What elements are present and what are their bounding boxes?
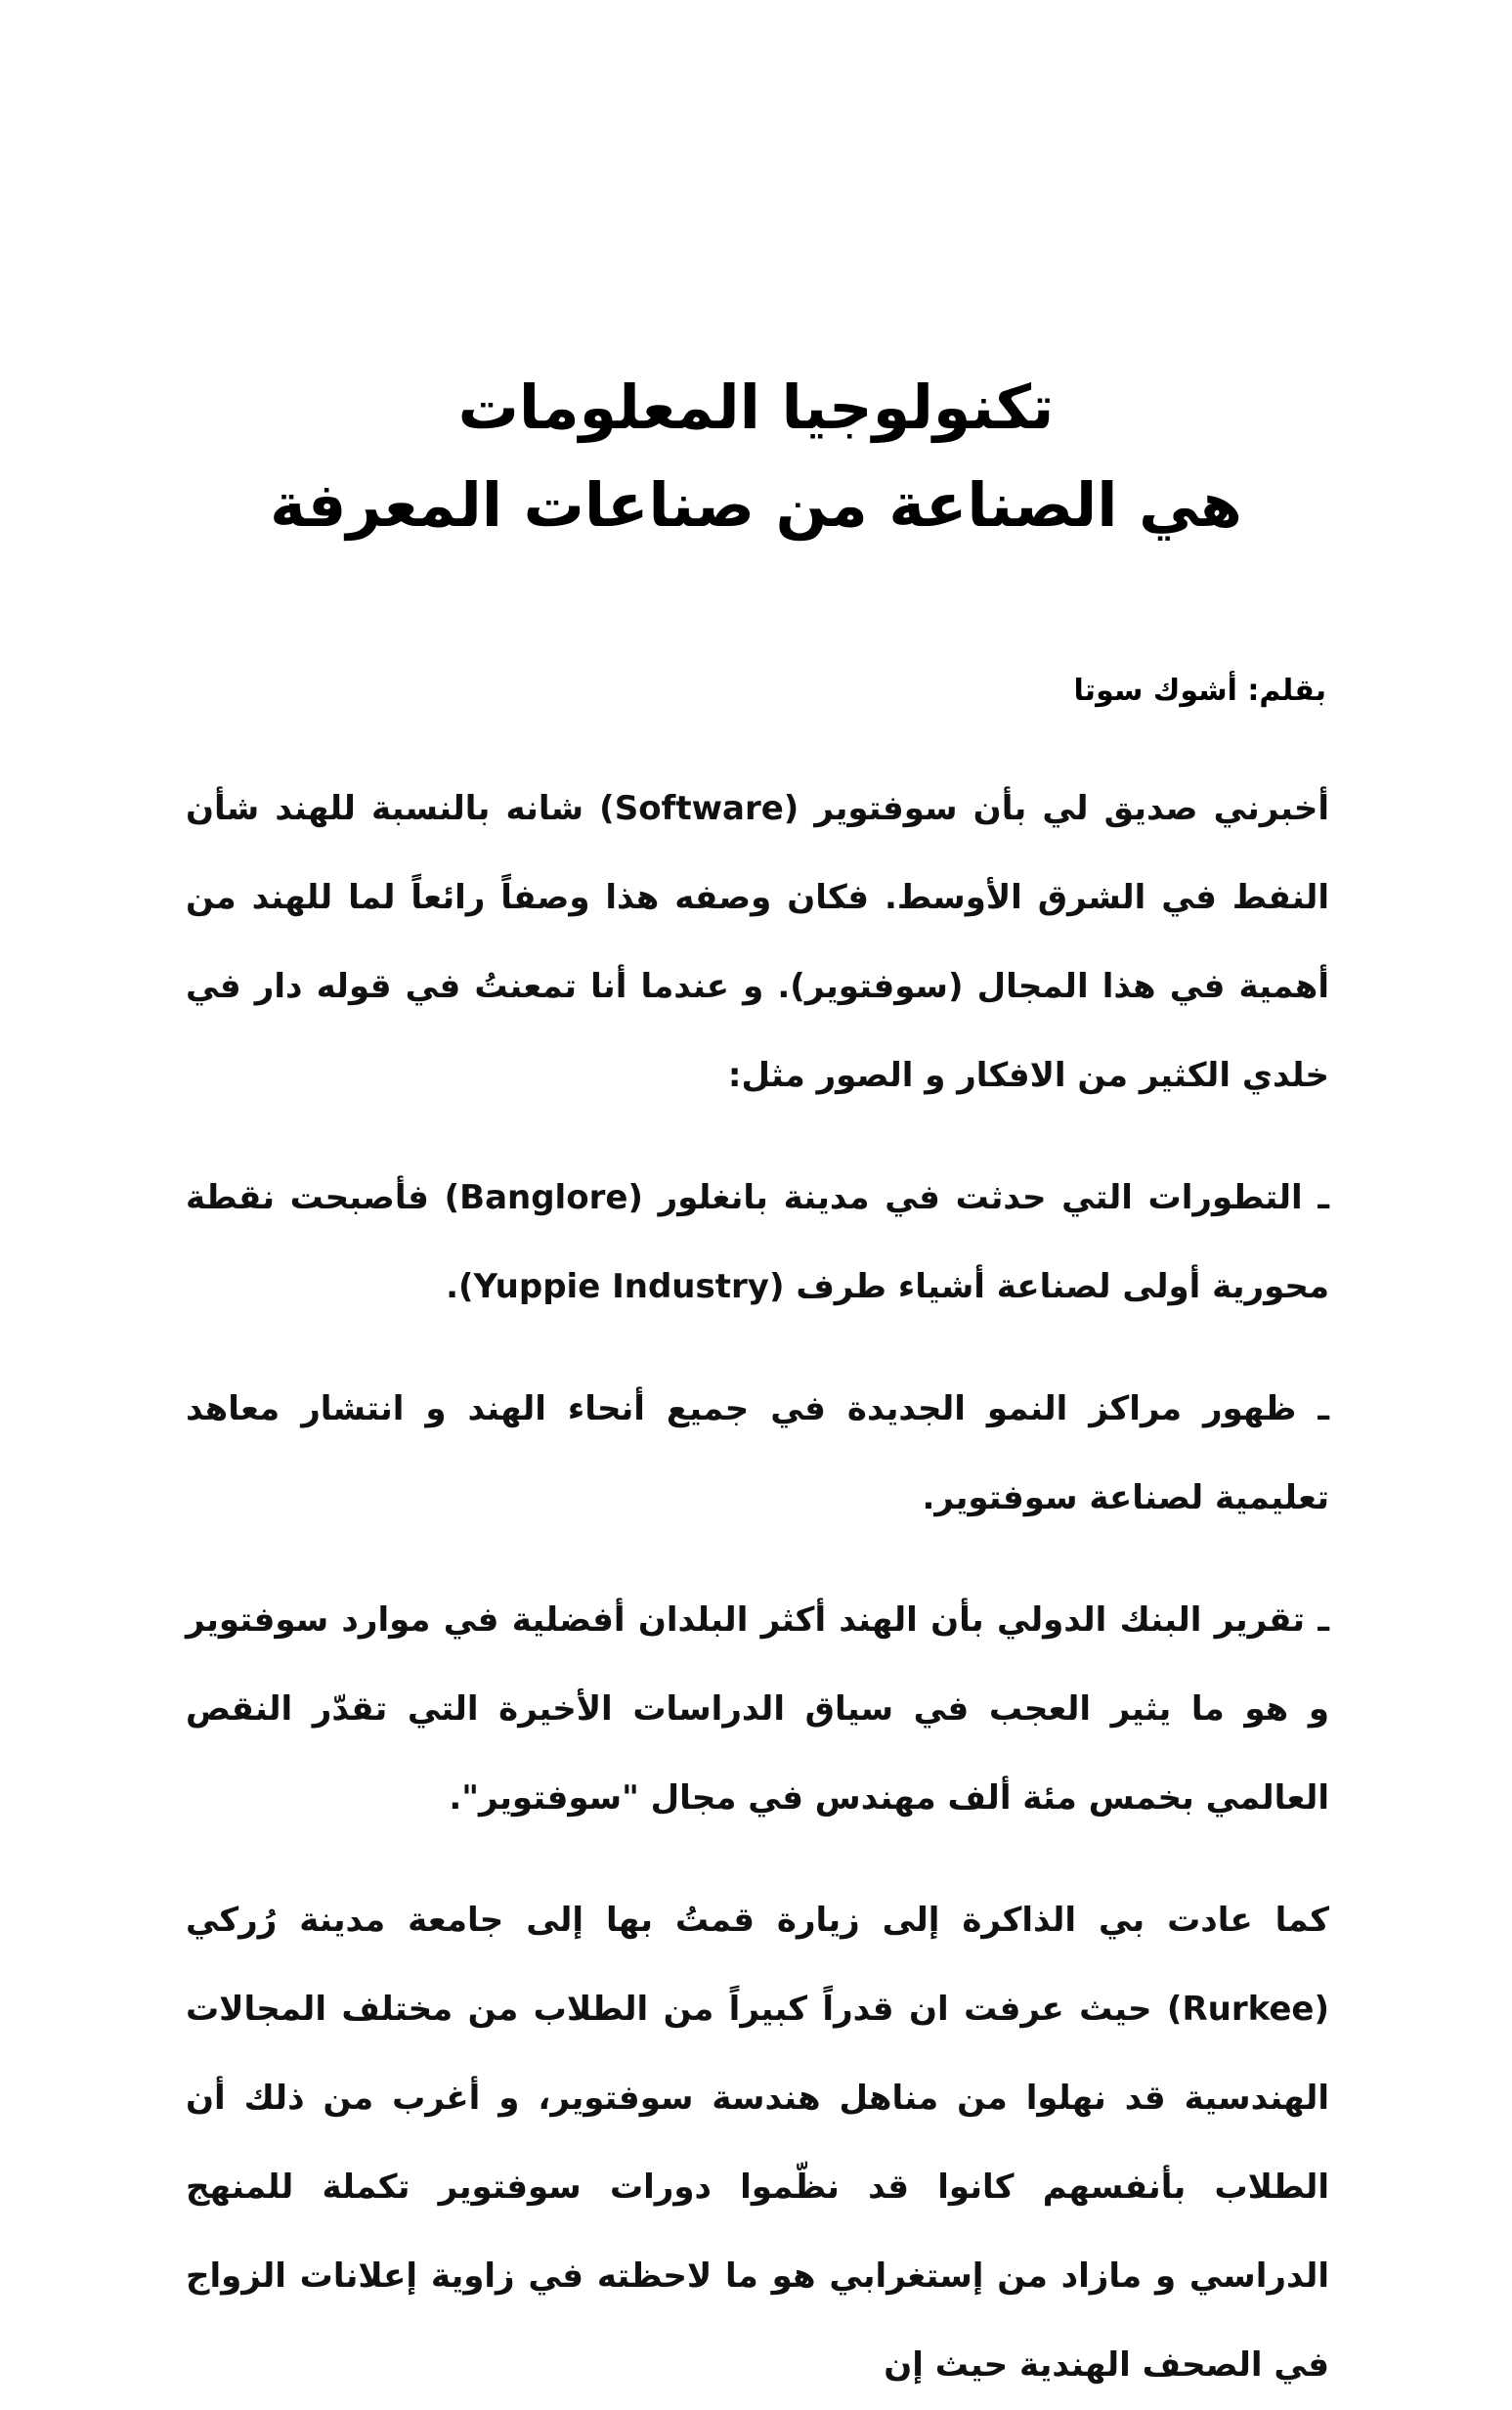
- page-subtitle: هي الصناعة من صناعات المعرفة: [270, 469, 1242, 541]
- title-block: [0, 364, 1512, 549]
- paragraph-rurkee: كما عادت بي الذاكرة إلى زيارة قمتُ بها إلى جامعة مدينة رُركي (Rurkee) حيث عرفت ان قدراً كبيراً من الطلاب من مختلف المجالات الهندسية قد نهلوا من مناهل هندسة سوفتوير، و أغرب من ذلك أن الطلاب بأنفسهم كانوا قد نظّموا دورات سوفتوير تكملة للمنهج الدراسي و مازاد من إستغرابي هو ما لاحظته في زاوية إعلانات الزواج في الصحف الهندية حيث إن: [186, 1901, 1329, 2385]
- paragraph-intro: أخبرني صديق لي بأن سوفتوير (Software) شانه بالنسبة للهند شأن النفط في الشرق الأوسط. فكان وصفه هذا وصفاً رائعاً لما للهند من أهمية في هذا المجال (سوفتوير). و عندما أنا تمعنتُ في قوله دار في خلدي الكثير من الافكار و الصور مثل:: [186, 789, 1329, 1095]
- author-byline: بقلم: أشوك سوتا: [1073, 674, 1326, 708]
- article-body: [186, 765, 1329, 2410]
- paragraph-world-bank: ـ تقرير البنك الدولي بأن الهند أكثر البلدان أفضلية في موارد سوفتوير و هو ما يثير العجب في سياق الدراسات الأخيرة التي تقدّر النقص العالمي بخمس مئة ألف مهندس في مجال "سوفتوير".: [186, 1600, 1329, 1818]
- paragraph-growth-centers: ـ ظهور مراكز النمو الجديدة في جميع أنحاء الهند و انتشار معاهد تعليمية لصناعة سوفتوير.: [186, 1389, 1329, 1517]
- paragraph-banglore: ـ التطورات التي حدثت في مدينة بانغلور (Banglore) فأصبحت نقطة محورية أولى لصناعة أشياء طرف (Yuppie Industry).: [186, 1178, 1329, 1306]
- page-title: تكنولوجيا المعلومات: [457, 372, 1055, 443]
